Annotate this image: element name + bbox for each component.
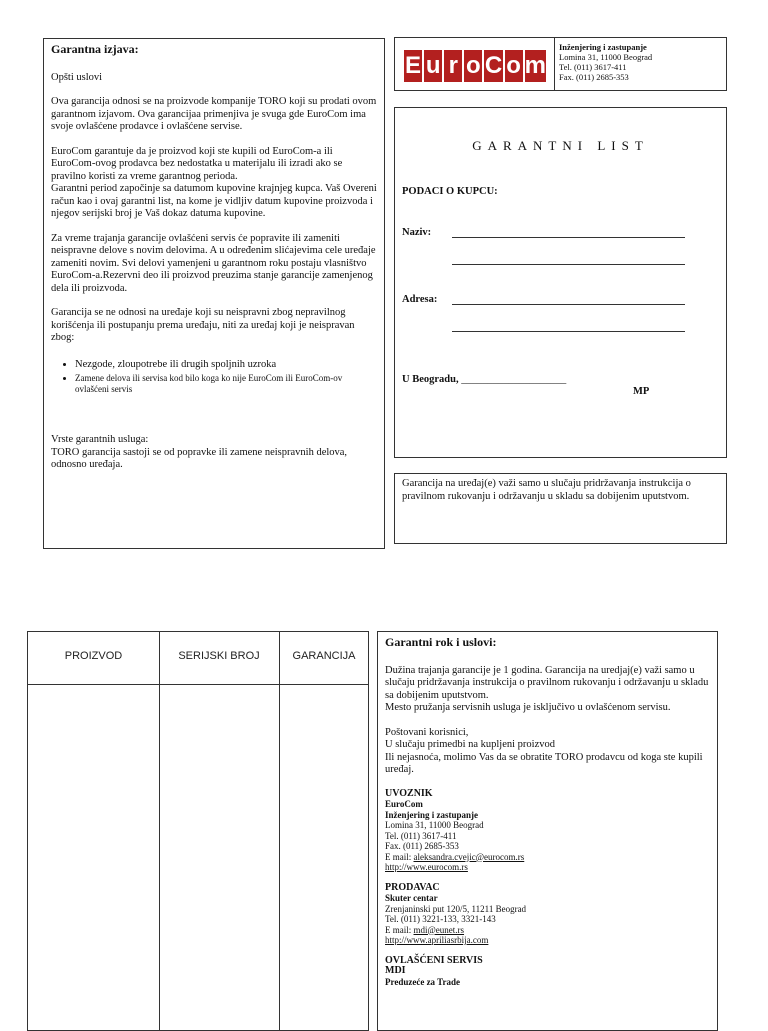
date-line[interactable]: ____________________	[461, 374, 567, 385]
warranty-paragraph-1: Ova garancija odnosi se na proizvode kompanije TORO koji su prodati ovom garantnom izjavom. Ova garancijaa primenjiva je svuga gde EuroCom ima svoje ovlašćene prodavce i ovlašćene servise.	[51, 96, 377, 132]
importer-subtitle: Inženjering i zastupanje	[385, 809, 478, 820]
name-line[interactable]	[452, 237, 685, 238]
warranty-paragraph-5: Garancija se ne odnosi na uređaje koji su neispravni zbog nepravilnog korišćenja ili postupanju prema uređaju, niti za uređaj koji je neispravan zbog:	[51, 307, 355, 343]
warranty-paragraph-2: EuroCom garantuje da je proizvod koji ste kupili od EuroCom-a ili EuroCom-ovog prodavca bez nedostatka u materijalu ili izradi ako se pravilno koristi za vreme garantnog perioda.	[51, 145, 343, 182]
importer-email-label: E mail:	[385, 851, 414, 862]
seller-address: Zrenjaninski put 120/5, 11211 Beograd	[385, 903, 527, 914]
importer-block	[385, 789, 710, 873]
service-name: MDI	[385, 965, 406, 976]
warranty-statement-box	[43, 38, 385, 549]
service-subtitle: Preduzeće za Trade	[385, 976, 460, 987]
warranty-statement-title: Garantna izjava:	[51, 42, 139, 56]
logo-letter: o	[505, 50, 525, 82]
warranty-card-box	[394, 107, 727, 458]
address-line[interactable]	[452, 304, 685, 305]
stamp-label: MP	[633, 386, 650, 397]
logo-letter: o	[464, 50, 484, 82]
logo-letter: u	[424, 50, 444, 82]
seller-email-link[interactable]: mdi@eunet.rs	[413, 924, 465, 935]
warranty-note-text: Garancija na uređaj(e) važi samo u slučaju pridržavanja instrukcija o pravilnom rukovanju i održavanju u skladu sa dobijenim uputstvom.	[402, 478, 691, 502]
address-label: Adresa:	[402, 294, 438, 305]
warranty-card-title: GARANTNI LIST	[472, 138, 649, 153]
seller-website-link[interactable]: http://www.apriliasrbija.com	[385, 935, 489, 945]
importer-phone: Tel. (011) 3617-411	[385, 830, 457, 841]
place-date-label	[402, 374, 566, 385]
general-terms-heading: Opšti uslovi	[51, 71, 103, 83]
header-product: PROIZVOD	[64, 650, 123, 662]
customer-data-heading: PODACI O KUPCU:	[402, 186, 498, 197]
company-header-box	[394, 37, 727, 91]
company-phone: Tel. (011) 3617-411	[559, 62, 627, 72]
terms-paragraph-2: Mesto pružanja servisnih usluga je isključivo u ovlašćenom servisu.	[385, 702, 671, 713]
service-types-text: TORO garancija sastoji se od popravke ili zamene neispravnih delova, odnosno uređaja.	[51, 446, 348, 470]
logo-letter: C	[484, 50, 504, 82]
eurocom-logo	[404, 50, 546, 82]
exclusion-list	[51, 359, 377, 395]
complaint-line-1: U slučaju primedbi na kupljeni proizvod	[385, 739, 556, 750]
company-address: Lomina 31, 11000 Beograd	[559, 52, 653, 62]
header-warranty: GARANCIJA	[292, 650, 356, 662]
greeting: Poštovani korisnici,	[385, 726, 469, 738]
seller-block	[385, 883, 710, 946]
logo-letter: r	[444, 50, 464, 82]
importer-website-link[interactable]: http://www.eurocom.rs	[385, 862, 468, 872]
company-info	[559, 42, 652, 82]
header-serial-number: SERIJSKI BROJ	[178, 650, 260, 662]
warranty-terms-title: Garantni rok i uslovi:	[385, 635, 497, 649]
logo-letter: E	[404, 50, 424, 82]
seller-phone: Tel. (011) 3221-133, 3321-143	[385, 914, 496, 924]
terms-paragraph-1: Dužina trajanja garancije je 1 godina. Garancija na uredjaj(e) važi samo u slučaju pridržavanja instrukcija o pravilnom rukovanju i održavanju u skladu sa dobijenim uputstvom.	[385, 664, 709, 701]
service-block	[385, 956, 710, 988]
warranty-paragraph-3: Garantni period započinje sa datumom kupovine krajnjeg kupca. Vaš Overeni račun kao i ovaj garantni list, na kome je vidljiv datum kupovine proizvoda i njegov serijski broj je Vaš dokaz datuma kupovine.	[51, 183, 377, 219]
importer-label: UVOZNIK	[385, 787, 433, 799]
complaint-line-2: Ili nejasnoća, molimo Vas da se obratite TORO prodavcu od koga ste kupili uređaj.	[385, 751, 703, 775]
company-name: Inženjering i zastupanje	[559, 42, 647, 52]
service-label: OVLAŠĆENI SERVIS	[385, 954, 483, 966]
importer-email-link[interactable]: aleksandra.cvejic@eurocom.rs	[413, 851, 525, 862]
service-types-heading: Vrste garantnih usluga:	[51, 434, 149, 445]
company-fax: Fax. (011) 2685-353	[559, 72, 629, 82]
warranty-terms-box	[377, 631, 718, 1031]
seller-label: PRODAVAC	[385, 881, 440, 893]
importer-address: Lomina 31, 11000 Beograd	[385, 820, 484, 830]
column-divider	[279, 632, 280, 1030]
seller-name: Skuter centar	[385, 893, 438, 903]
warranty-paragraph-4: Za vreme trajanja garancije ovlašćeni servis će popravite ili zameniti neispravne delove s novim delovima. A u određenim slićajevima cele uređaje zameniti novim. Svi delovi yamenjeni u garantnom roku postaju vlasništvo EuroCom-a.Rezervni deo ili proizvod preuzima stanje garancije zamenjenog dela ili proizvoda.	[51, 232, 376, 294]
importer-fax: Fax. (011) 2685-353	[385, 841, 459, 851]
importer-email-row	[385, 852, 710, 863]
address-line-2[interactable]	[452, 331, 685, 332]
column-divider	[159, 632, 160, 1030]
logo-letter: m	[524, 52, 546, 79]
place-label: U Beogradu,	[402, 374, 459, 385]
exclusion-item: • Zamene delova ili servisa kod bilo koga ko nije EuroCom ili EuroCom-ov ovlašćeni servis	[75, 373, 377, 394]
product-table	[27, 631, 369, 1031]
name-label: Naziv:	[402, 227, 432, 238]
name-line-2[interactable]	[452, 264, 685, 265]
warranty-note-box	[394, 473, 727, 544]
header-divider	[554, 38, 555, 90]
seller-email-label: E mail:	[385, 924, 414, 935]
exclusion-item: • Nezgode, zloupotrebe ili drugih spoljnih uzroka	[75, 359, 377, 372]
seller-email-row	[385, 925, 710, 936]
importer-name: EuroCom	[385, 799, 423, 809]
